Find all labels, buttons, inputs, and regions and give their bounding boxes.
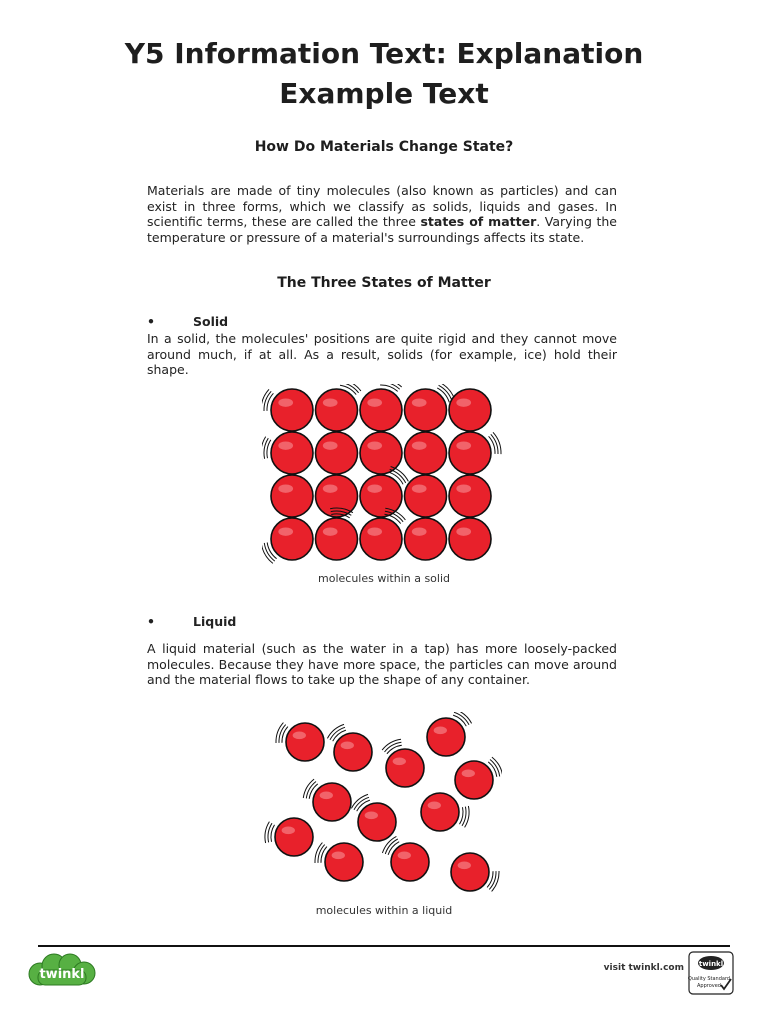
intro-text-after: . Varying the temperature or pressure of a material's surroundings affects its state. (147, 214, 617, 245)
states-of-matter-term: states of matter (420, 214, 537, 230)
section-heading: The Three States of Matter (277, 275, 491, 291)
title-line-2: Example Text (279, 77, 489, 110)
molecule (262, 389, 313, 431)
molecule (315, 843, 363, 881)
molecule (405, 384, 456, 431)
solid-caption: molecules within a solid (318, 572, 450, 585)
molecule (351, 794, 396, 841)
molecule (271, 475, 313, 517)
molecule (449, 475, 491, 517)
liquid-molecules-illustration (262, 712, 502, 896)
molecule (421, 793, 469, 831)
logo-text: twinkl (39, 967, 85, 982)
quality-standard-badge-icon (688, 951, 734, 995)
molecule (382, 836, 429, 881)
visit-twinkl-link[interactable]: visit twinkl.com (603, 963, 684, 973)
molecule (449, 518, 491, 560)
badge-line-2: Approved (697, 983, 721, 989)
bullet-marker: • (147, 314, 155, 329)
molecule (405, 432, 447, 474)
footer-divider (38, 945, 730, 947)
molecule (276, 723, 324, 761)
liquid-label: Liquid (193, 614, 237, 629)
molecule (427, 712, 472, 756)
twinkl-cloud-logo-icon[interactable] (24, 952, 100, 992)
solid-paragraph: In a solid, the molecules' positions are quite rigid and they cannot move around much, if at all. As a result, solids (for example, ice) hold their shape. (147, 331, 617, 378)
page-title (84, 34, 684, 114)
solid-molecules-illustration (262, 384, 502, 564)
molecule (455, 757, 502, 799)
molecule (265, 818, 313, 856)
molecule (360, 432, 402, 474)
badge-top-text: twinkl (698, 960, 724, 968)
page-subtitle: How Do Materials Change State? (254, 139, 514, 155)
molecule (449, 432, 501, 474)
title-line-1: Y5 Information Text: Explanation (124, 37, 644, 70)
molecule (327, 724, 372, 771)
molecule (262, 432, 313, 474)
intro-text-before: Materials are made of tiny molecules (also known as particles) and can exist in three forms, which we classify as solids, liquids and gases. In scientific terms, these are called the three (147, 183, 617, 230)
molecule (360, 384, 402, 431)
molecule (405, 518, 447, 560)
intro-paragraph (147, 183, 617, 245)
molecule (451, 853, 499, 891)
badge-line-1: Quality Standard (688, 976, 731, 982)
molecule (316, 384, 361, 431)
molecule (262, 518, 313, 563)
liquid-paragraph: A liquid material (such as the water in a tap) has more loosely-packed molecules. Because they have more space, the particles can move around and the material flows to take up the shape of any container. (147, 641, 617, 688)
molecule (316, 432, 358, 474)
bullet-marker: • (147, 614, 155, 629)
molecule (449, 389, 491, 431)
molecule (382, 739, 424, 787)
liquid-caption: molecules within a liquid (315, 904, 453, 917)
molecule (303, 779, 351, 821)
solid-label: Solid (193, 314, 229, 329)
molecule (405, 475, 447, 517)
